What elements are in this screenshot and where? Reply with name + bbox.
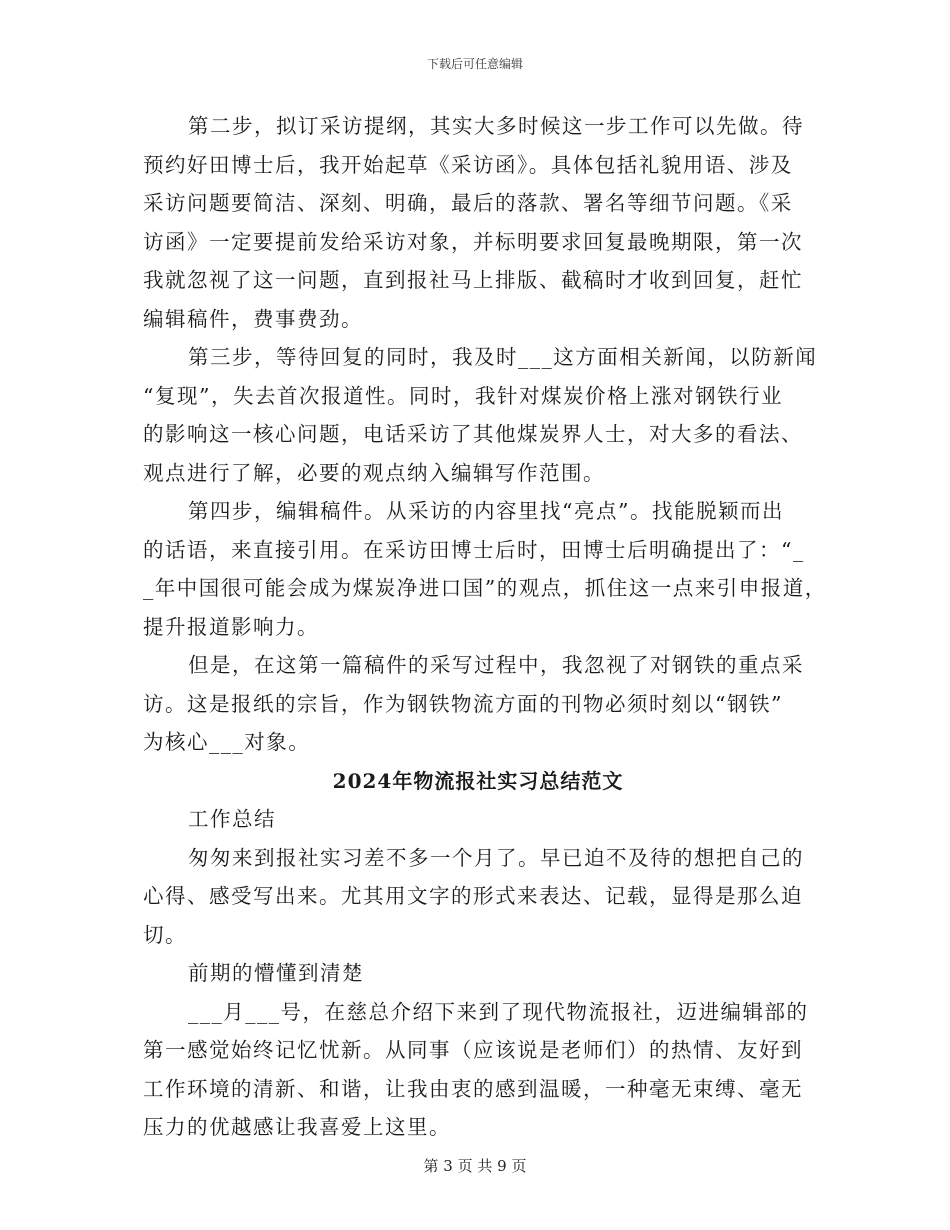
paragraph-line: 的影响这一核心问题，电话采访了其他煤炭界人士，对大多的看法、	[143, 422, 803, 446]
paragraph-line: 但是，在这第一篇稿件的采写过程中，我忽视了对钢铁的重点采	[188, 653, 804, 677]
paragraph-line: 心得、感受写出来。尤其用文字的形式来表达、记载，显得是那么迫	[143, 884, 803, 908]
paragraph-line: 采访问题要简洁、深刻、明确，最后的落款、署名等细节问题。《采	[143, 191, 793, 215]
paragraph-line: 切。	[143, 922, 187, 947]
paragraph-line: 访函》一定要提前发给采访对象，并标明要求回复最晚期限，第一次	[143, 229, 803, 254]
document-body	[143, 107, 827, 1147]
paragraph-line: 观点进行了解，必要的观点纳入编辑写作范围。	[143, 460, 605, 485]
paragraph-line: 的话语，来直接引用。在采访田博士后时，田博士后明确提出了：“_	[143, 537, 805, 562]
paragraph-line: 工作环境的清新、和谐，让我由衷的感到温暖，一种毫无束缚、毫无	[143, 1076, 803, 1101]
paragraph-line: _年中国很可能会成为煤炭净进口国”的观点，抓住这一点来引申报道，	[143, 576, 827, 600]
paragraph-line: 第三步，等待回复的同时，我及时___这方面相关新闻，以防新闻	[188, 345, 818, 369]
paragraph-line: 第四步，编辑稿件。从采访的内容里找“亮点”。找能脱颖而出	[188, 499, 784, 523]
page-header: 下载后可任意编辑	[426, 57, 523, 71]
paragraph-line: 访。这是报纸的宗旨，作为钢铁物流方面的刊物必须时刻以“钢铁”	[143, 691, 783, 716]
subheading: 前期的懵懂到清楚	[188, 961, 364, 985]
subheading: 工作总结	[188, 807, 276, 831]
paragraph-line: 为核心___对象。	[143, 730, 311, 754]
paragraph-line: ___月___号，在慈总介绍下来到了现代物流报社，迈进编辑部的	[188, 999, 809, 1024]
paragraph-line: 第一感觉始终记忆忧新。从同事（应该说是老师们）的热情、友好到	[143, 1038, 803, 1062]
section-title: 2024年物流报社实习总结范文	[332, 768, 624, 793]
page-number: 第 3 页 共 9 页	[423, 1157, 527, 1175]
paragraph-line: 第二步，拟订采访提纲，其实大多时候这一步工作可以先做。待	[188, 114, 804, 138]
paragraph-line: 我就忽视了这一问题，直到报社马上排版、截稿时才收到回复，赶忙	[143, 268, 803, 292]
paragraph-line: “复现”，失去首次报道性。同时，我针对煤炭价格上涨对钢铁行业	[143, 383, 783, 408]
paragraph-line: 提升报道影响力。	[143, 614, 319, 639]
paragraph-line: 预约好田博士后，我开始起草《采访函》。具体包括礼貌用语、涉及	[143, 152, 793, 177]
paragraph-line: 匆匆来到报社实习差不多一个月了。早已迫不及待的想把自己的	[188, 845, 804, 870]
paragraph-line: 编辑稿件，费事费劲。	[143, 306, 363, 331]
paragraph-line: 压力的优越感让我喜爱上这里。	[143, 1115, 451, 1139]
